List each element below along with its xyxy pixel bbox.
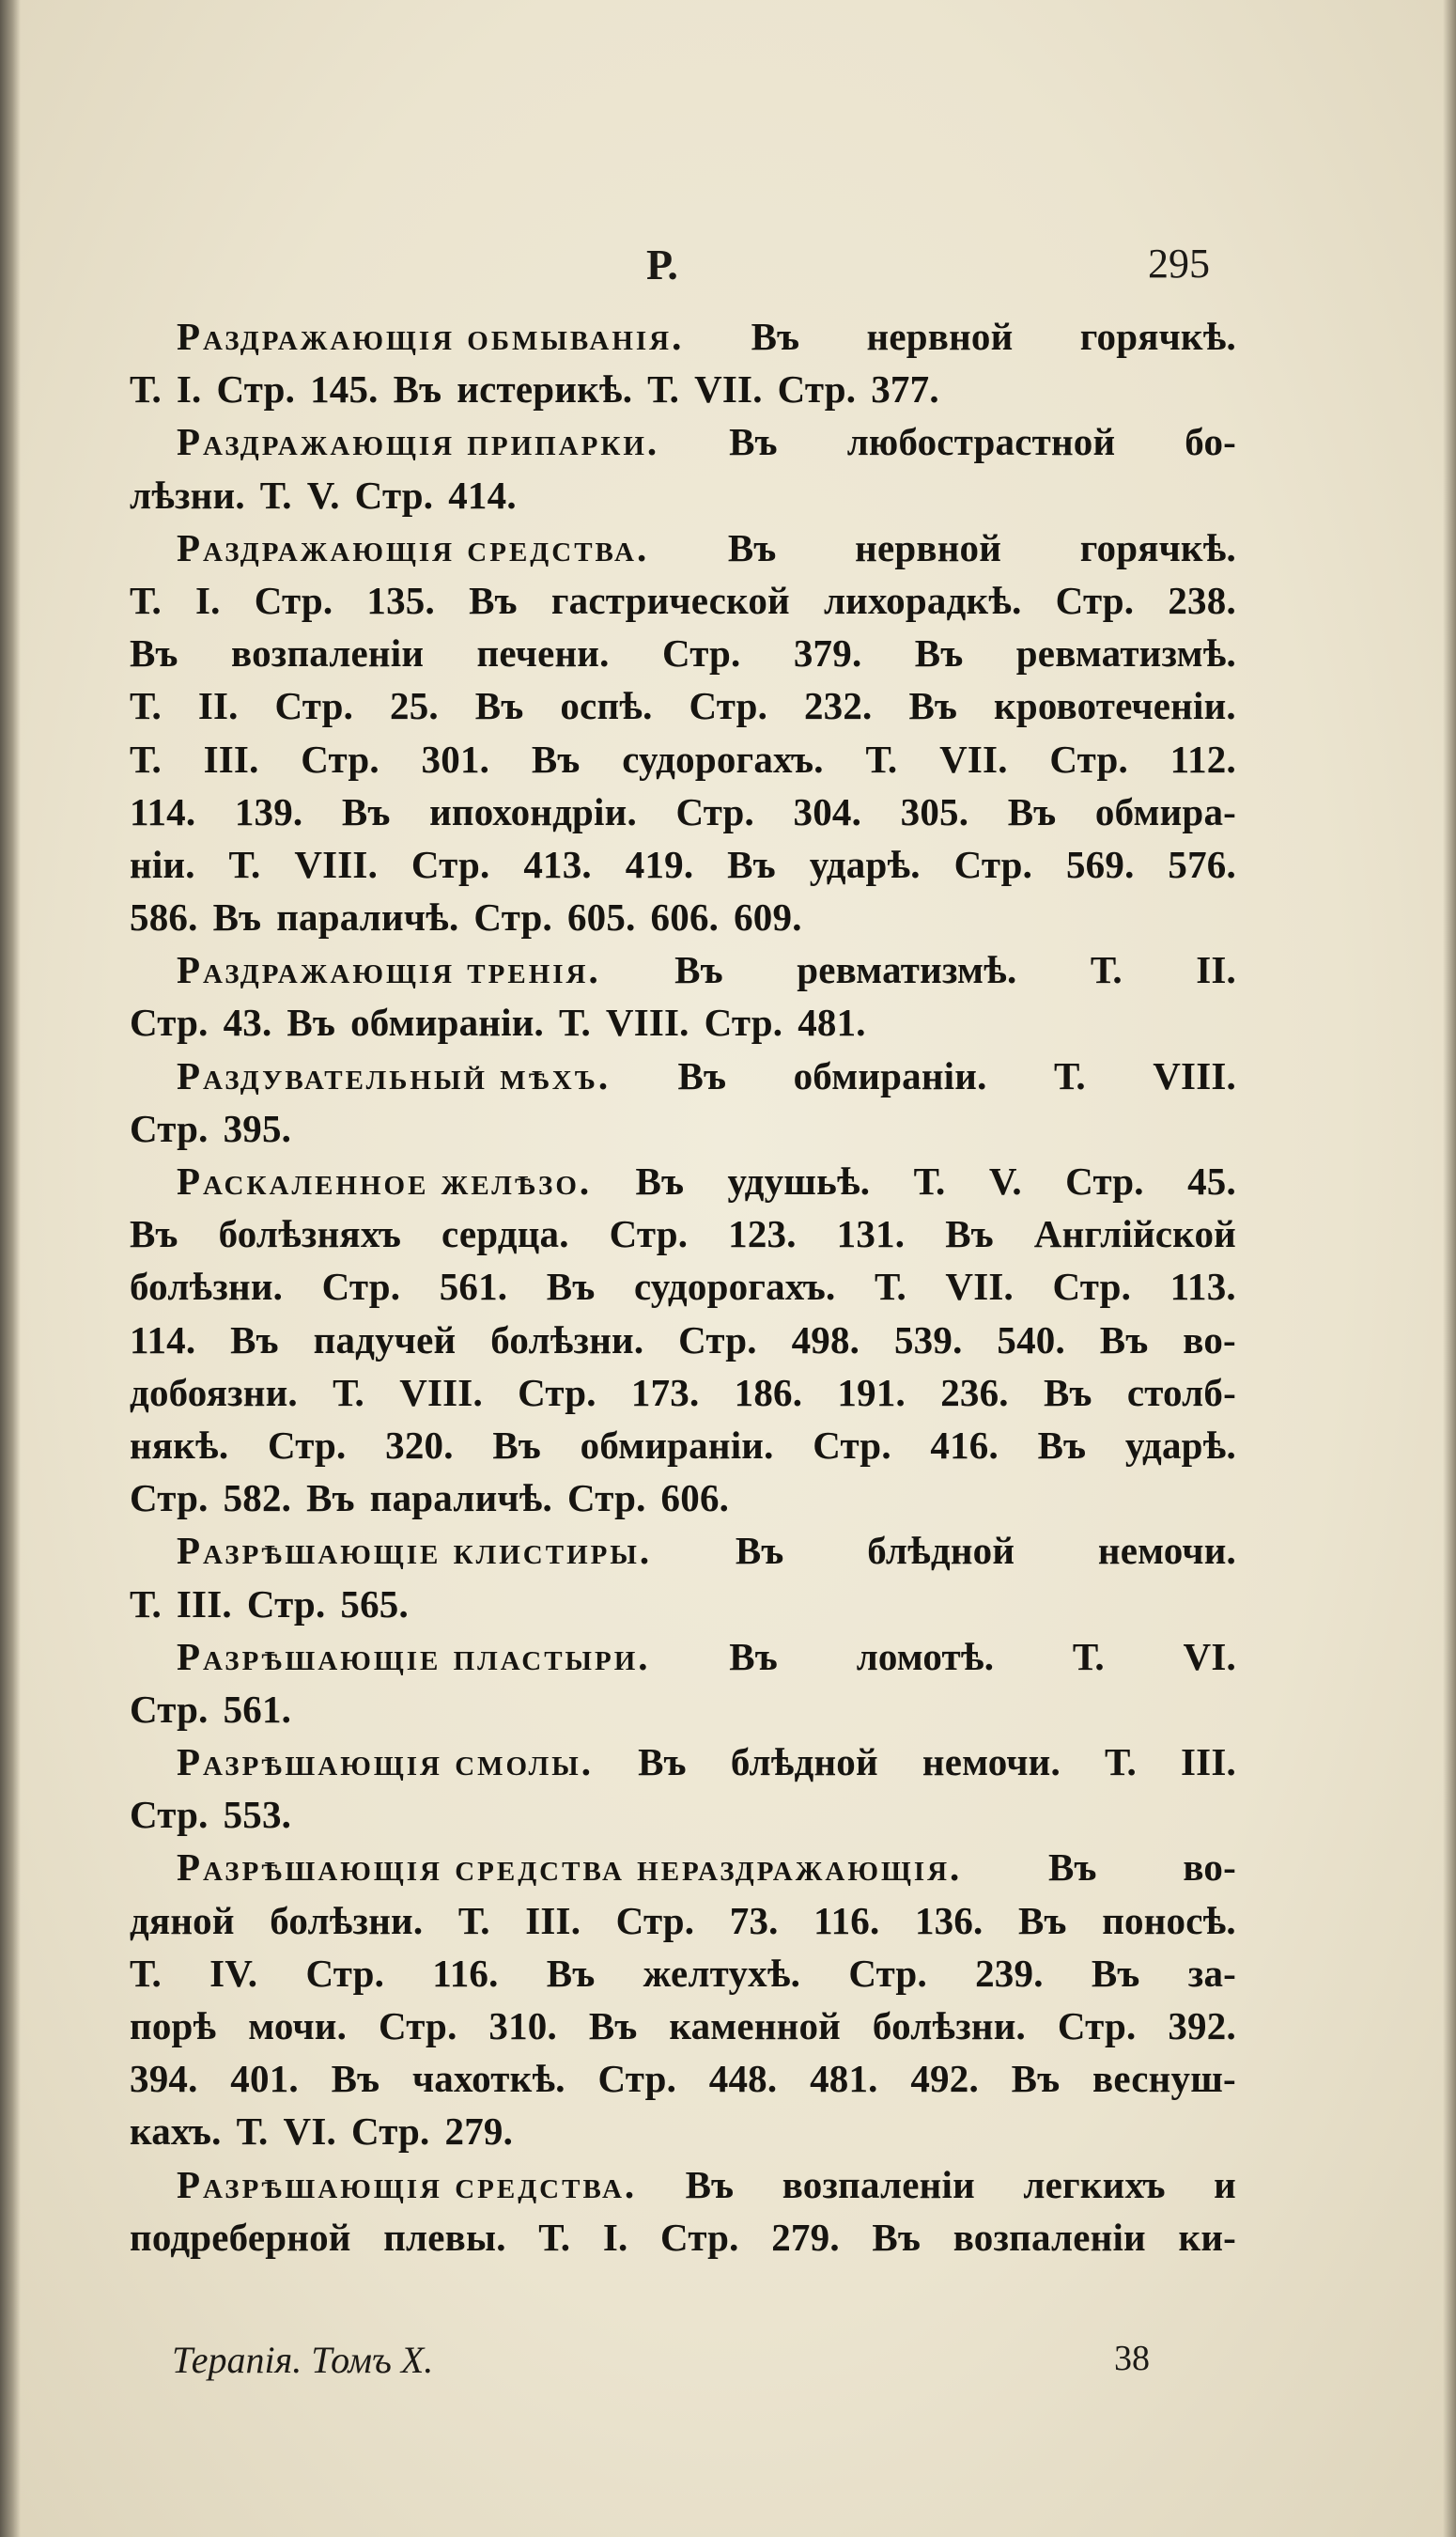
text-word: Т.: [130, 737, 162, 781]
text-word: за-: [1187, 1951, 1236, 1995]
text-word: столб-: [1126, 1370, 1236, 1414]
text-word: 305.: [900, 789, 969, 833]
entry-term: Разрѣшающіе клистиры.: [177, 1529, 653, 1573]
text-word: Стр.: [518, 1370, 596, 1414]
text-word: Т.: [333, 1370, 364, 1414]
text-word: 116.: [432, 1951, 499, 1995]
text-word: някѣ.: [130, 1423, 229, 1467]
text-word: 561.: [223, 1687, 292, 1731]
entry-term: Раздражающія средства.: [177, 525, 650, 569]
text-word: Т.: [865, 737, 898, 781]
text-word: Въ: [306, 1476, 355, 1520]
text-word: Стр.: [704, 1001, 783, 1045]
text-word: обмираніи.: [793, 1053, 987, 1097]
text-line: [130, 1683, 1236, 1735]
text-word: горячкѣ.: [1079, 525, 1236, 569]
text-word: Т.: [647, 367, 680, 412]
text-word: Въ: [638, 1740, 687, 1784]
text-word: 605.: [566, 895, 636, 940]
text-word: Стр.: [777, 367, 857, 412]
text-word: Въ: [751, 315, 800, 358]
text-word: ніи.: [130, 842, 195, 886]
text-word: I.: [195, 578, 221, 622]
text-word: 113.: [1169, 1265, 1236, 1309]
text-line: [130, 2105, 1236, 2157]
text-line: [130, 415, 1236, 468]
text-line: [130, 574, 1236, 627]
text-word: Стр.: [675, 789, 754, 833]
text-word: Въ: [727, 842, 776, 886]
text-word: 123.: [728, 1212, 797, 1256]
text-word: Стр.: [130, 1001, 209, 1045]
text-word: болѣзни.: [490, 1317, 644, 1362]
text-line: [130, 2211, 1236, 2264]
text-word: II.: [1196, 948, 1236, 992]
text-word: VII.: [694, 367, 763, 412]
text-line: [130, 627, 1236, 679]
text-word: Въ: [685, 2162, 735, 2206]
text-word: Стр.: [216, 367, 296, 412]
text-word: Стр.: [130, 1106, 209, 1150]
text-word: Т.: [1072, 1634, 1105, 1678]
text-word: Въ: [908, 684, 958, 728]
text-word: Т.: [130, 684, 162, 728]
text-word: 539.: [893, 1317, 963, 1362]
text-word: параличѣ.: [276, 895, 459, 940]
text-word: дяной: [130, 1898, 235, 1942]
text-word: Въ: [531, 737, 581, 781]
text-word: 481.: [798, 1001, 866, 1045]
text-word: судорогахъ.: [622, 737, 824, 781]
text-word: болѣзни.: [130, 1265, 284, 1309]
text-line: [130, 679, 1236, 732]
text-word: Стр.: [350, 2109, 430, 2154]
text-word: 609.: [734, 895, 802, 940]
text-word: болѣзняхъ: [218, 1212, 402, 1256]
text-word: Т.: [1053, 1053, 1086, 1097]
page-number: 295: [1148, 241, 1210, 287]
text-word: 116.: [813, 1898, 880, 1942]
text-word: 238.: [1168, 578, 1236, 622]
text-line: [130, 996, 1236, 1049]
text-word: печени.: [476, 631, 610, 676]
text-word: и: [1214, 2162, 1236, 2206]
text-word: плевы.: [383, 2215, 506, 2259]
text-word: Стр.: [354, 473, 434, 517]
text-word: обмираніи.: [350, 1001, 544, 1045]
text-word: Стр.: [130, 1793, 209, 1837]
text-word: Въ: [1099, 1317, 1149, 1362]
text-word: 569.: [1065, 842, 1135, 886]
text-word: возпаленіи: [231, 631, 425, 676]
text-word: Въ: [130, 1212, 178, 1256]
text-line: [130, 363, 1236, 415]
text-line: [130, 310, 1236, 363]
text-word: Стр.: [660, 2215, 739, 2259]
text-word: лихорадкѣ.: [823, 578, 1022, 622]
text-word: V.: [988, 1160, 1022, 1203]
text-line: [130, 1894, 1236, 1947]
text-word: Стр.: [378, 2004, 457, 2047]
text-line: [130, 943, 1236, 996]
text-word: ки-: [1178, 2215, 1236, 2259]
text-word: Т.: [259, 473, 292, 517]
text-word: V.: [306, 473, 340, 517]
text-word: III.: [525, 1898, 581, 1942]
text-word: нервной: [866, 315, 1014, 358]
text-word: Стр.: [1052, 1265, 1132, 1309]
entry-term: Раздражающія припарки.: [177, 420, 660, 464]
text-word: Т.: [559, 1001, 591, 1045]
text-word: 136.: [914, 1898, 984, 1942]
text-word: Стр.: [305, 1951, 385, 1995]
text-word: Въ: [546, 1951, 596, 1995]
text-word: IV.: [209, 1951, 258, 1995]
text-word: Т.: [1090, 948, 1123, 992]
entry-term: Раздражающія обмыванія.: [177, 315, 685, 358]
text-word: обмираніи.: [580, 1423, 774, 1467]
text-word: VIII.: [605, 1001, 689, 1045]
text-word: 25.: [390, 684, 439, 728]
text-word: Т.: [913, 1160, 946, 1203]
text-word: Стр.: [130, 1476, 209, 1520]
text-word: 492.: [910, 2057, 979, 2101]
text-word: 498.: [791, 1317, 860, 1362]
text-word: 236.: [940, 1370, 1009, 1414]
text-word: 186.: [734, 1370, 803, 1414]
text-word: Т.: [130, 1581, 162, 1626]
text-word: Въ: [872, 2215, 922, 2259]
text-word: Въ: [1011, 2057, 1061, 2101]
text-word: VI.: [1183, 1634, 1236, 1678]
text-word: III.: [203, 737, 259, 781]
text-word: Стр.: [246, 1581, 326, 1626]
sheet-number: 38: [1114, 2339, 1150, 2378]
text-word: 413.: [523, 842, 592, 886]
text-word: Стр.: [813, 1423, 891, 1467]
text-word: 377.: [871, 367, 939, 412]
text-line: [130, 1524, 1236, 1577]
text-word: III.: [1181, 1740, 1236, 1784]
text-word: Стр.: [1055, 578, 1135, 622]
text-word: поносѣ.: [1102, 1898, 1236, 1942]
text-line: [130, 469, 1236, 521]
text-word: обмира-: [1094, 789, 1236, 833]
text-word: удушьѣ.: [727, 1160, 871, 1203]
text-line: [130, 1471, 1236, 1524]
text-word: Стр.: [254, 578, 333, 622]
text-word: Стр.: [473, 895, 552, 940]
text-word: ревматизмѣ.: [1015, 631, 1236, 676]
text-word: 582.: [223, 1476, 292, 1520]
page-right-edge-shadow: [1443, 0, 1456, 2537]
text-line: [130, 891, 1236, 943]
text-word: Т.: [875, 1265, 906, 1309]
text-word: 301.: [421, 737, 490, 781]
text-word: истерикѣ.: [457, 367, 633, 412]
text-word: Стр.: [615, 1898, 695, 1942]
text-word: Т.: [130, 367, 162, 412]
text-word: 481.: [810, 2057, 878, 2101]
text-word: ударѣ.: [809, 842, 921, 886]
text-line: [130, 2000, 1236, 2052]
text-word: Въ: [674, 948, 723, 992]
entry-term: Разрѣшающія средства нераздражающія.: [177, 1845, 963, 1890]
text-word: Т.: [130, 578, 162, 622]
text-line: [130, 1735, 1236, 1788]
text-word: порѣ: [130, 2004, 217, 2047]
text-word: 73.: [729, 1898, 779, 1942]
text-word: 145.: [310, 367, 379, 412]
text-word: бо-: [1185, 420, 1236, 464]
text-word: Стр.: [1049, 737, 1128, 781]
text-word: Англійской: [1033, 1212, 1236, 1256]
text-line: [130, 2158, 1236, 2211]
text-word: Т.: [538, 2215, 571, 2259]
text-word: 279.: [444, 2109, 514, 2154]
text-word: I.: [176, 367, 202, 412]
text-line: [130, 2052, 1236, 2105]
text-word: Въ: [287, 1001, 336, 1045]
text-word: Въ: [492, 1423, 541, 1467]
entry-term: Разрѣшающіе пластыри.: [177, 1634, 651, 1678]
text-line: [130, 1102, 1236, 1155]
text-line: [130, 1260, 1236, 1313]
text-word: кровотеченіи.: [994, 684, 1236, 728]
text-line: [130, 1207, 1236, 1260]
text-word: Въ: [588, 2004, 638, 2047]
text-word: I.: [602, 2215, 628, 2259]
entry-term: Раздражающія тренія.: [177, 948, 601, 992]
text-word: Въ: [130, 631, 178, 676]
text-word: 114.: [130, 789, 196, 833]
text-word: 401.: [230, 2057, 299, 2101]
text-word: 561.: [439, 1265, 508, 1309]
text-word: Въ: [1018, 1898, 1067, 1942]
text-word: Въ: [469, 578, 518, 622]
text-word: VI.: [283, 2109, 336, 2154]
text-word: 395.: [223, 1106, 292, 1150]
text-word: Стр.: [301, 737, 379, 781]
text-word: 304.: [793, 789, 862, 833]
text-word: Въ: [1007, 789, 1057, 833]
text-word: горячкѣ.: [1079, 315, 1236, 358]
text-word: 416.: [930, 1423, 999, 1467]
text-word: 576.: [1168, 842, 1236, 886]
text-word: гастрической: [550, 578, 790, 622]
text-word: 239.: [975, 1951, 1044, 1995]
text-word: 310.: [488, 2004, 557, 2047]
text-word: возпаленіи: [953, 2215, 1146, 2259]
text-word: Стр.: [267, 1423, 347, 1467]
text-word: Въ: [230, 1317, 279, 1362]
text-word: Въ: [1048, 1845, 1097, 1890]
text-word: Стр.: [678, 1317, 757, 1362]
text-word: чахоткѣ.: [411, 2057, 565, 2101]
entry-term: Разрѣшающія средства.: [177, 2162, 638, 2206]
text-word: Т.: [1105, 1740, 1137, 1784]
signature-mark: Терапія. Томъ X.: [172, 2339, 434, 2381]
text-word: во-: [1183, 1317, 1236, 1362]
text-word: VIII.: [399, 1370, 483, 1414]
text-word: Стр.: [321, 1265, 401, 1309]
text-line: [130, 733, 1236, 786]
text-word: VII.: [945, 1265, 1014, 1309]
text-word: 232.: [803, 684, 873, 728]
text-word: Въ: [635, 1160, 685, 1203]
text-word: 114.: [130, 1317, 196, 1362]
entry-term: Разрѣшающія смолы.: [177, 1740, 594, 1784]
text-word: Въ: [546, 1265, 596, 1309]
text-word: Въ: [727, 525, 777, 569]
text-word: 112.: [1169, 737, 1236, 781]
text-word: немочи.: [922, 1740, 1061, 1784]
text-word: Стр.: [609, 1212, 689, 1256]
text-word: каменной: [669, 2004, 842, 2047]
text-word: 606.: [650, 895, 720, 940]
text-word: легкихъ: [1023, 2162, 1166, 2206]
text-word: 553.: [223, 1793, 292, 1837]
text-word: болѣзни.: [270, 1898, 424, 1942]
text-word: немочи.: [1097, 1529, 1236, 1573]
text-word: нервной: [855, 525, 1002, 569]
text-word: 139.: [234, 789, 303, 833]
page-left-edge-shadow: [0, 0, 21, 2537]
text-word: Въ: [474, 684, 524, 728]
text-word: ударѣ.: [1124, 1423, 1236, 1467]
text-word: Стр.: [274, 684, 354, 728]
page-footer: [0, 2338, 1456, 2394]
text-word: Стр.: [1065, 1160, 1144, 1203]
text-word: 419.: [625, 842, 694, 886]
text-word: 565.: [340, 1581, 409, 1626]
text-word: 540.: [997, 1317, 1065, 1362]
text-word: III.: [176, 1581, 232, 1626]
text-word: Въ: [914, 631, 964, 676]
text-word: Въ: [677, 1053, 727, 1097]
text-word: 448.: [708, 2057, 778, 2101]
text-word: во-: [1183, 1845, 1236, 1890]
text-word: Стр.: [953, 842, 1033, 886]
text-word: лѣзни.: [130, 473, 245, 517]
text-word: мочи.: [248, 2004, 348, 2047]
text-word: 135.: [366, 578, 435, 622]
text-word: ломотѣ.: [856, 1634, 995, 1678]
text-word: любострастной: [846, 420, 1116, 464]
text-line: [130, 1947, 1236, 2000]
text-word: 392.: [1168, 2004, 1236, 2047]
text-line: [130, 1050, 1236, 1102]
text-word: Въ: [735, 1529, 784, 1573]
text-line: [130, 838, 1236, 891]
text-word: Стр.: [566, 1476, 646, 1520]
text-word: параличѣ.: [369, 1476, 552, 1520]
text-word: 586.: [130, 895, 198, 940]
text-word: 173.: [630, 1370, 700, 1414]
text-line: [130, 1419, 1236, 1471]
text-word: Въ: [1043, 1370, 1092, 1414]
text-word: Стр.: [410, 842, 490, 886]
text-word: Въ: [729, 420, 778, 464]
text-word: Въ: [341, 789, 391, 833]
text-word: оспѣ.: [560, 684, 653, 728]
text-word: 394.: [130, 2057, 198, 2101]
entry-term: Раскаленное желѣзо.: [177, 1160, 593, 1203]
text-line: [130, 1366, 1236, 1419]
text-word: Стр.: [689, 684, 768, 728]
text-word: VIII.: [294, 842, 379, 886]
text-word: подреберной: [130, 2215, 351, 2259]
text-word: 131.: [836, 1212, 906, 1256]
text-word: 191.: [837, 1370, 906, 1414]
text-word: блѣдной: [867, 1529, 1015, 1573]
text-word: Въ: [212, 895, 262, 940]
text-word: 279.: [771, 2215, 840, 2259]
text-word: Въ: [1037, 1423, 1087, 1467]
text-line: [130, 1788, 1236, 1841]
text-word: добоязни.: [130, 1370, 298, 1414]
running-head: [0, 240, 1456, 296]
text-word: VIII.: [1153, 1053, 1236, 1097]
text-word: Т.: [130, 1951, 162, 1995]
text-line: [130, 786, 1236, 838]
text-word: возпаленіи: [782, 2162, 975, 2206]
text-word: Въ: [945, 1212, 994, 1256]
text-word: кахъ.: [130, 2109, 222, 2154]
text-word: Стр.: [597, 2057, 677, 2101]
text-word: 45.: [1187, 1160, 1236, 1203]
text-word: Т.: [457, 1898, 490, 1942]
text-line: [130, 1630, 1236, 1683]
text-word: болѣзни.: [872, 2004, 1027, 2047]
text-word: блѣдной: [730, 1740, 878, 1784]
text-line: [130, 1314, 1236, 1366]
text-word: ревматизмѣ.: [797, 948, 1017, 992]
text-word: 414.: [448, 473, 517, 517]
text-word: 43.: [223, 1001, 272, 1045]
text-word: Въ: [393, 367, 442, 412]
text-word: падучей: [313, 1317, 457, 1362]
text-word: Стр.: [130, 1687, 209, 1731]
text-word: 320.: [385, 1423, 454, 1467]
text-word: II.: [197, 684, 239, 728]
text-word: Стр.: [848, 1951, 927, 1995]
text-word: Въ: [1091, 1951, 1140, 1995]
text-word: Стр.: [661, 631, 741, 676]
text-word: VII.: [939, 737, 1008, 781]
entry-term: Раздувательный мѣхъ.: [177, 1053, 612, 1097]
text-word: 606.: [660, 1476, 730, 1520]
text-word: Стр.: [1057, 2004, 1137, 2047]
text-word: желтухѣ.: [643, 1951, 801, 1995]
index-letter: Р.: [646, 241, 678, 288]
text-word: ипохондріи.: [429, 789, 637, 833]
text-line: [130, 1155, 1236, 1207]
text-word: Въ: [729, 1634, 778, 1678]
text-word: 379.: [793, 631, 862, 676]
text-word: судорогахъ.: [633, 1265, 836, 1309]
text-word: веснуш-: [1092, 2057, 1236, 2101]
text-word: Т.: [236, 2109, 269, 2154]
text-line: [130, 1841, 1236, 1893]
text-line: [130, 521, 1236, 574]
text-word: Т.: [228, 842, 261, 886]
index-text: [130, 310, 1236, 2264]
text-word: сердца.: [441, 1212, 569, 1256]
text-line: [130, 1578, 1236, 1630]
text-word: Въ: [331, 2057, 380, 2101]
